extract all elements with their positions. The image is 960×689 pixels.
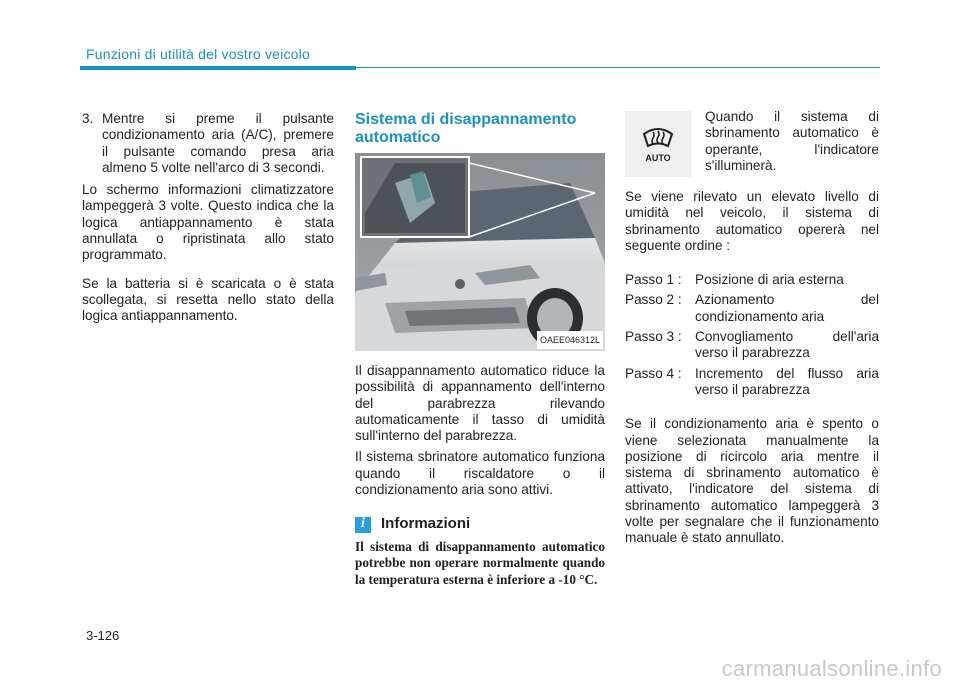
section-header-title: Funzioni di utilità del vostro veicolo	[86, 46, 310, 62]
section-title: Sistema di disappannamento automatico	[355, 111, 577, 146]
indicator-text: Quando il sistema di sbrinamento automatico è operante, l'indicatore s'illuminerà.	[705, 109, 879, 173]
car-windshield-sensor-photo	[355, 153, 605, 351]
page-number: 3-126	[86, 628, 120, 643]
paragraph-humidity-intro: Se viene rilevato un elevato livello di umidità nel veicolo, il sistema di sbrinamento automatico opererà nel seguente ordine :	[625, 189, 879, 253]
step-label: Passo 4 :	[625, 365, 682, 381]
paragraph-auto-defog: Il disappannamento automatico riduce la possibilità di appannamento dell'interno del parabrezza rilevando automaticamente il tasso di umidità sull'interno del parabrezza.	[355, 363, 605, 444]
step-label: Passo 3 :	[625, 329, 682, 345]
info-heading	[355, 516, 605, 532]
step-text: Posizione di aria esterna	[695, 272, 844, 288]
windshield-defrost-icon	[641, 122, 675, 148]
auto-defog-indicator	[625, 111, 691, 177]
step-text: Azionamento del condizionamento aria	[695, 292, 879, 324]
column-right	[625, 111, 879, 552]
column-left	[82, 111, 334, 330]
list-item-number: 3.	[82, 111, 94, 126]
column-middle	[355, 111, 605, 589]
header-rule	[356, 67, 880, 68]
step-item	[625, 366, 879, 399]
info-title: Informazioni	[381, 515, 471, 533]
step-item	[625, 329, 879, 362]
paragraph-manual-cancel: Se il condizionamento aria è spento o viene selezionata manualmente la posizione di ricircolo aria mentre il sistema di sbrinamento automatico è attivato, l'indicatore del sistema di sbrinamento automatico lampeggerà 3 volte per segnalare che il funzionamento manuale è stato annullato.	[625, 416, 879, 546]
info-text: Il sistema di disappannamento automatico potrebbe non operare normalmente quando la temperatura esterna è inferiore a -10 °C.	[355, 538, 605, 588]
paragraph-auto-defrost: Il sistema sbrinatore automatico funziona quando il riscaldatore o il condizionamento aria sono attivi.	[355, 449, 605, 498]
indicator-description	[625, 111, 879, 177]
step-text: Incremento del flusso aria verso il parabrezza	[695, 365, 879, 397]
step-item	[625, 272, 879, 288]
header-accent-bar	[80, 66, 356, 70]
list-item-3	[82, 111, 334, 176]
paragraph-display-blink: Lo schermo informazioni climatizzatore lampeggerà 3 volte. Questo indica che la logica antiappannamento è stata annullata o ripristinata allo stato programmato.	[82, 182, 334, 263]
paragraph-battery-reset: Se la batteria si è scaricata o è stata scollegata, si resetta nello stato della logica antiappannamento.	[82, 275, 334, 324]
car-illustration	[355, 153, 605, 351]
info-icon: i	[355, 517, 371, 533]
image-code: OAEE046312L	[537, 331, 603, 349]
step-label: Passo 1 :	[625, 272, 682, 288]
step-item	[625, 292, 879, 325]
auto-label: AUTO	[645, 152, 671, 163]
watermark: carmanualsonline.info	[721, 656, 942, 681]
step-label: Passo 2 :	[625, 292, 682, 308]
step-text: Convogliamento dell'aria verso il parabrezza	[695, 329, 879, 361]
list-item-text: Mentre si preme il pulsante condizionamento aria (A/C), premere il pulsante comando presa aria almeno 5 volte nell'arco di 3 secondi.	[102, 111, 334, 175]
